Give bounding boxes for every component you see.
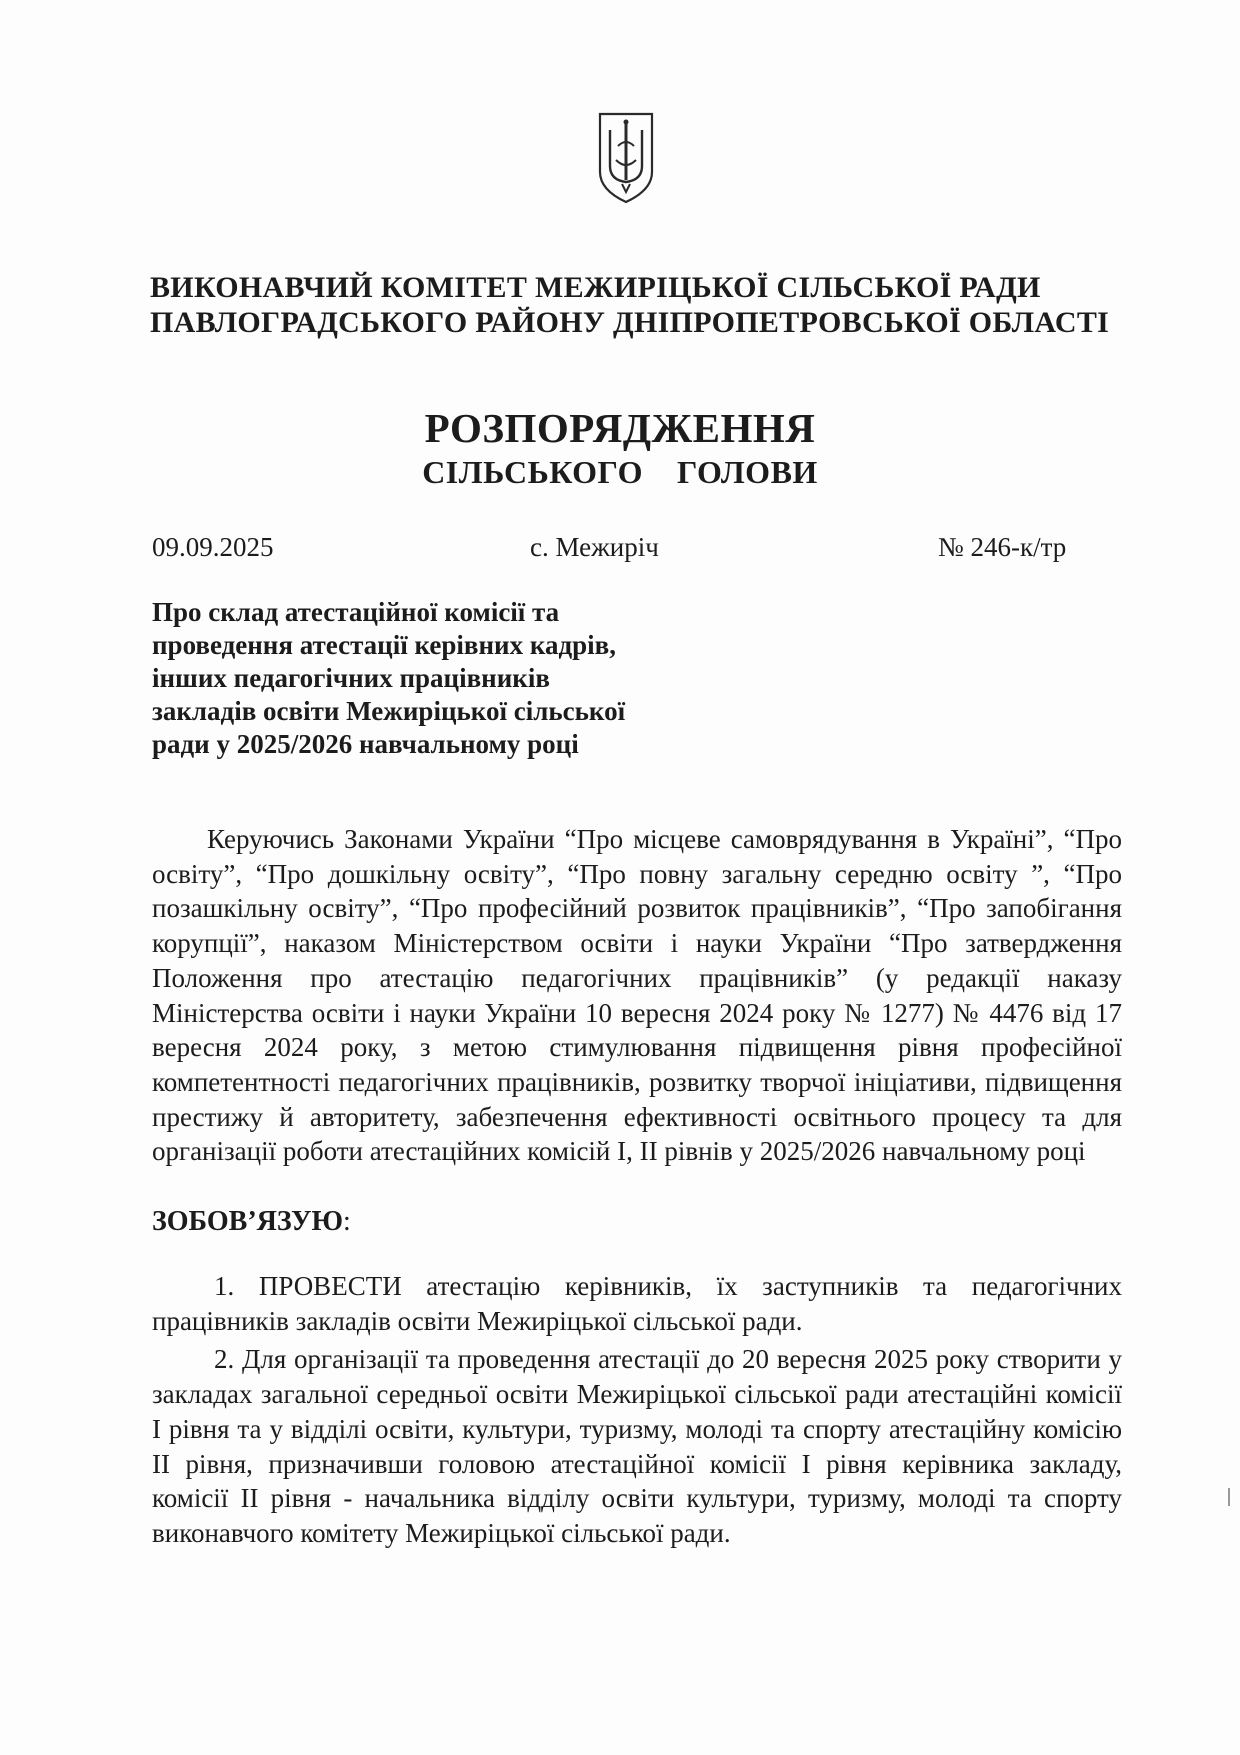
organization-line-1: ВИКОНАВЧИЙ КОМІТЕТ МЕЖИРІЦЬКОЇ СІЛЬСЬКОЇ РАДИ bbox=[150, 271, 1041, 304]
document-place: с. Межиріч bbox=[530, 532, 659, 562]
organization-heading bbox=[150, 270, 1110, 340]
document-number: № 246-к/тр bbox=[938, 532, 1067, 562]
subject-line: закладів освіти Межиріцької сільської bbox=[152, 696, 626, 726]
document-date: 09.09.2025 bbox=[152, 532, 274, 562]
document-type-title: РОЗПОРЯДЖЕННЯ bbox=[424, 405, 816, 451]
scan-margin-mark bbox=[1228, 1488, 1230, 1506]
obligate-heading bbox=[152, 1205, 1122, 1239]
order-item-2 bbox=[152, 1342, 1122, 1550]
obligate-word: ЗОБОВ’ЯЗУЮ bbox=[152, 1206, 344, 1238]
document-body bbox=[152, 822, 1122, 1551]
subject-line: проведення атестації керівних кадрів, bbox=[152, 630, 616, 660]
preamble-paragraph: Керуючись Законами України “Про місцеве самоврядування в Україні”, “Про освіту”, “Про дошкільну освіту”, “Про повну загальну середню освіту ”, “Про позашкільну освіту”, “Про професійний розвиток працівників”, “Про запобігання корупції”, наказом Міністерством освіти і науки України “Про затвердження Положення про атестацію педагогічних працівників” (у редакції наказу Міністерства освіти і науки України 10 вересня 2024 року № 1277) № 4476 від 17 вересня 2024 року, з метою стимулювання підвищення рівня професійної компетентності педагогічних працівників, розвитку творчої ініціативи, підвищення престижу й авторитету, забезпечення ефективності освітнього процесу та для організації роботи атестаційних комісій І, ІІ рівнів у 2025/2026 навчальному році bbox=[152, 824, 1122, 1167]
document-subject bbox=[152, 596, 712, 761]
document-type-subtitle: СІЛЬСЬКОГО ГОЛОВИ bbox=[422, 454, 818, 490]
order-item-1 bbox=[152, 1269, 1122, 1338]
item-text: атестацію керівників, їх заступників та педагогічних працівників закладів освіти Межиріцької сільської ради. bbox=[152, 1271, 1122, 1336]
item-number: 1. bbox=[214, 1271, 235, 1302]
organization-line-2: ПАВЛОГРАДСЬКОГО РАЙОНУ ДНІПРОПЕТРОВСЬКОЇ ОБЛАСТІ bbox=[150, 306, 1110, 339]
item-text: Для організації та проведення атестації до 20 вересня 2025 року створити у закладах загальної середньої освіти Межиріцької сільської ради атестаційні комісії І рівня та у відділі освіти, культури, туризму, молоді та спорту атестаційну комісію ІІ рівня, призначивши головою атестаційної комісії І рівня керівника закладу, комісії ІІ рівня - начальника відділу освіти культури, туризму, молоді та спорту виконавчого комітету Межиріцької сільської ради. bbox=[152, 1344, 1122, 1548]
item-lead: ПРОВЕСТИ bbox=[258, 1271, 402, 1302]
subject-line: інших педагогічних працівників bbox=[152, 663, 550, 693]
subject-line: ради у 2025/2026 навчальному році bbox=[152, 729, 579, 759]
obligate-colon: : bbox=[343, 1206, 351, 1238]
coat-of-arms-icon bbox=[596, 110, 656, 206]
subject-line: Про склад атестаційної комісії та bbox=[152, 597, 560, 627]
item-number: 2. bbox=[214, 1344, 235, 1375]
